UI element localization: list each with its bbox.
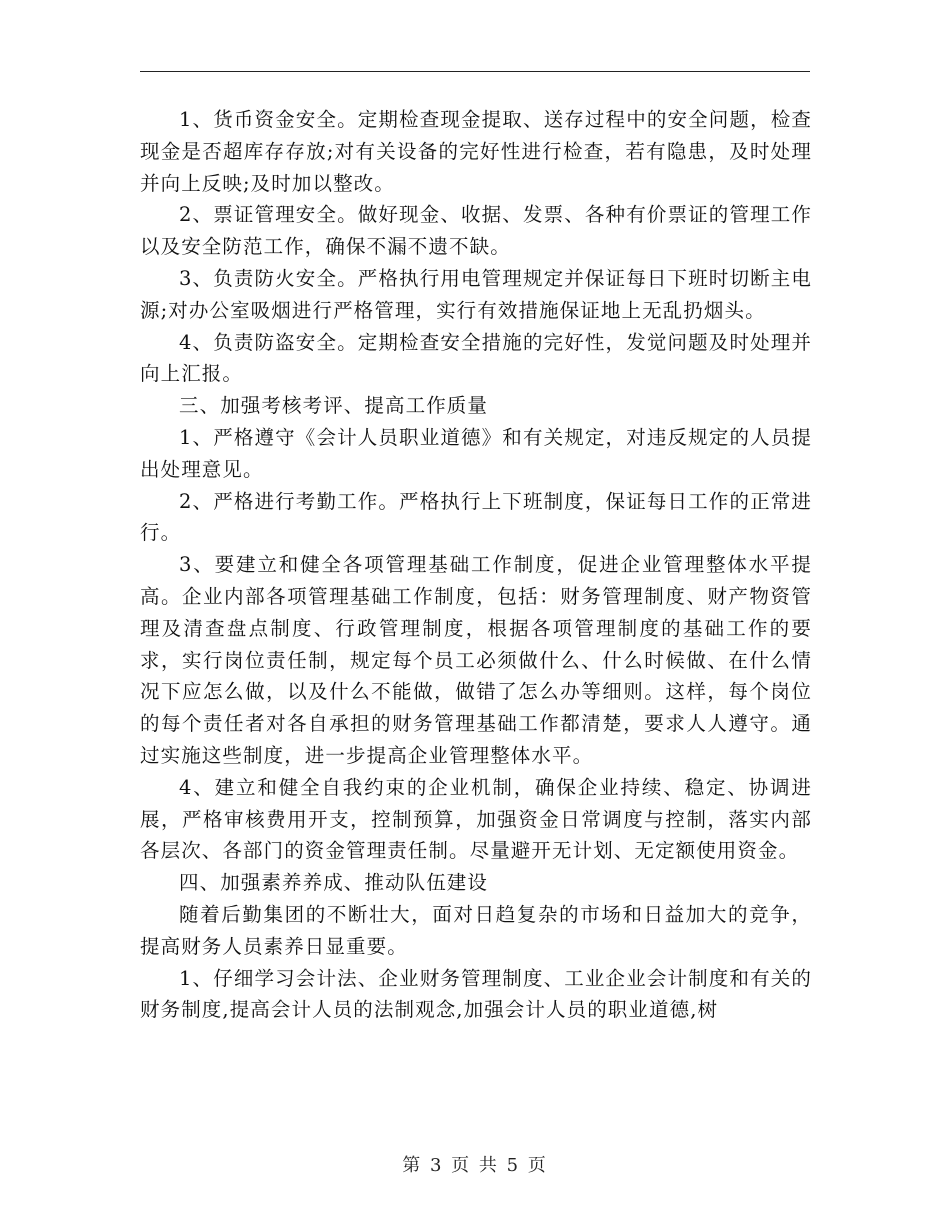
section-heading-assessment: 三、加强考核考评、提高工作质量 — [179, 394, 489, 418]
paragraph-self-discipline: 4、建立和健全自我约束的企业机制，确保企业持续、稳定、协调进展，严格审核费用开支，控制预算，加强资金日常调度与控制，落实内部各层次、各部门的资金管理责任制。尽量避开无计划、无定额使用资金。 — [140, 775, 812, 863]
page-number-label: 第 3 页 共 5 页 — [402, 1155, 548, 1176]
document-body — [140, 104, 812, 1026]
section-heading-team-building: 四、加强素养养成、推动队伍建设 — [179, 871, 489, 895]
paragraph-ethics-compliance: 1、严格遵守《会计人员职业道德》和有关规定，对违反规定的人员提出处理意见。 — [140, 425, 812, 481]
paragraph-fund-safety: 1、货币资金安全。定期检查现金提取、送存过程中的安全问题，检查现金是否超库存存放;对有关设备的完好性进行检查，若有隐患，及时处理并向上反映;及时加以整改。 — [140, 108, 812, 195]
paragraph-attendance: 2、严格进行考勤工作。严格执行上下班制度，保证每日工作的正常进行。 — [140, 489, 812, 545]
paragraph-group-growth: 随着后勤集团的不断壮大，面对日趋复杂的市场和日益加大的竞争，提高财务人员素养日显重要。 — [140, 902, 812, 958]
paragraph-theft-safety: 4、负责防盗安全。定期检查安全措施的完好性，发觉问题及时处理并向上汇报。 — [140, 330, 812, 386]
page-footer — [0, 1151, 950, 1177]
paragraph-study-accounting-law: 1、仔细学习会计法、企业财务管理制度、工业企业会计制度和有关的财务制度,提高会计人员的法制观念,加强会计人员的职业道德,树 — [140, 966, 812, 1022]
paragraph-fire-safety: 3、负责防火安全。严格执行用电管理规定并保证每日下班时切断主电源;对办公室吸烟进行严格管理，实行有效措施保证地上无乱扔烟头。 — [140, 266, 812, 322]
paragraph-management-systems: 3、要建立和健全各项管理基础工作制度，促进企业管理整体水平提高。企业内部各项管理基础工作制度，包括：财务管理制度、财产物资管理及清查盘点制度、行政管理制度，根据各项管理制度的基础工作的要求，实行岗位责任制，规定每个员工必须做什么、什么时候做、在什么情况下应怎么做，以及什么不能做，做错了怎么办等细则。这样，每个岗位的每个责任者对各自承担的财务管理基础工作都清楚，要求人人遵守。通过实施这些制度，进一步提高企业管理整体水平。 — [140, 553, 812, 767]
paragraph-voucher-safety: 2、票证管理安全。做好现金、收据、发票、各种有价票证的管理工作以及安全防范工作，确保不漏不遗不缺。 — [140, 203, 812, 259]
header-rule — [140, 71, 810, 72]
